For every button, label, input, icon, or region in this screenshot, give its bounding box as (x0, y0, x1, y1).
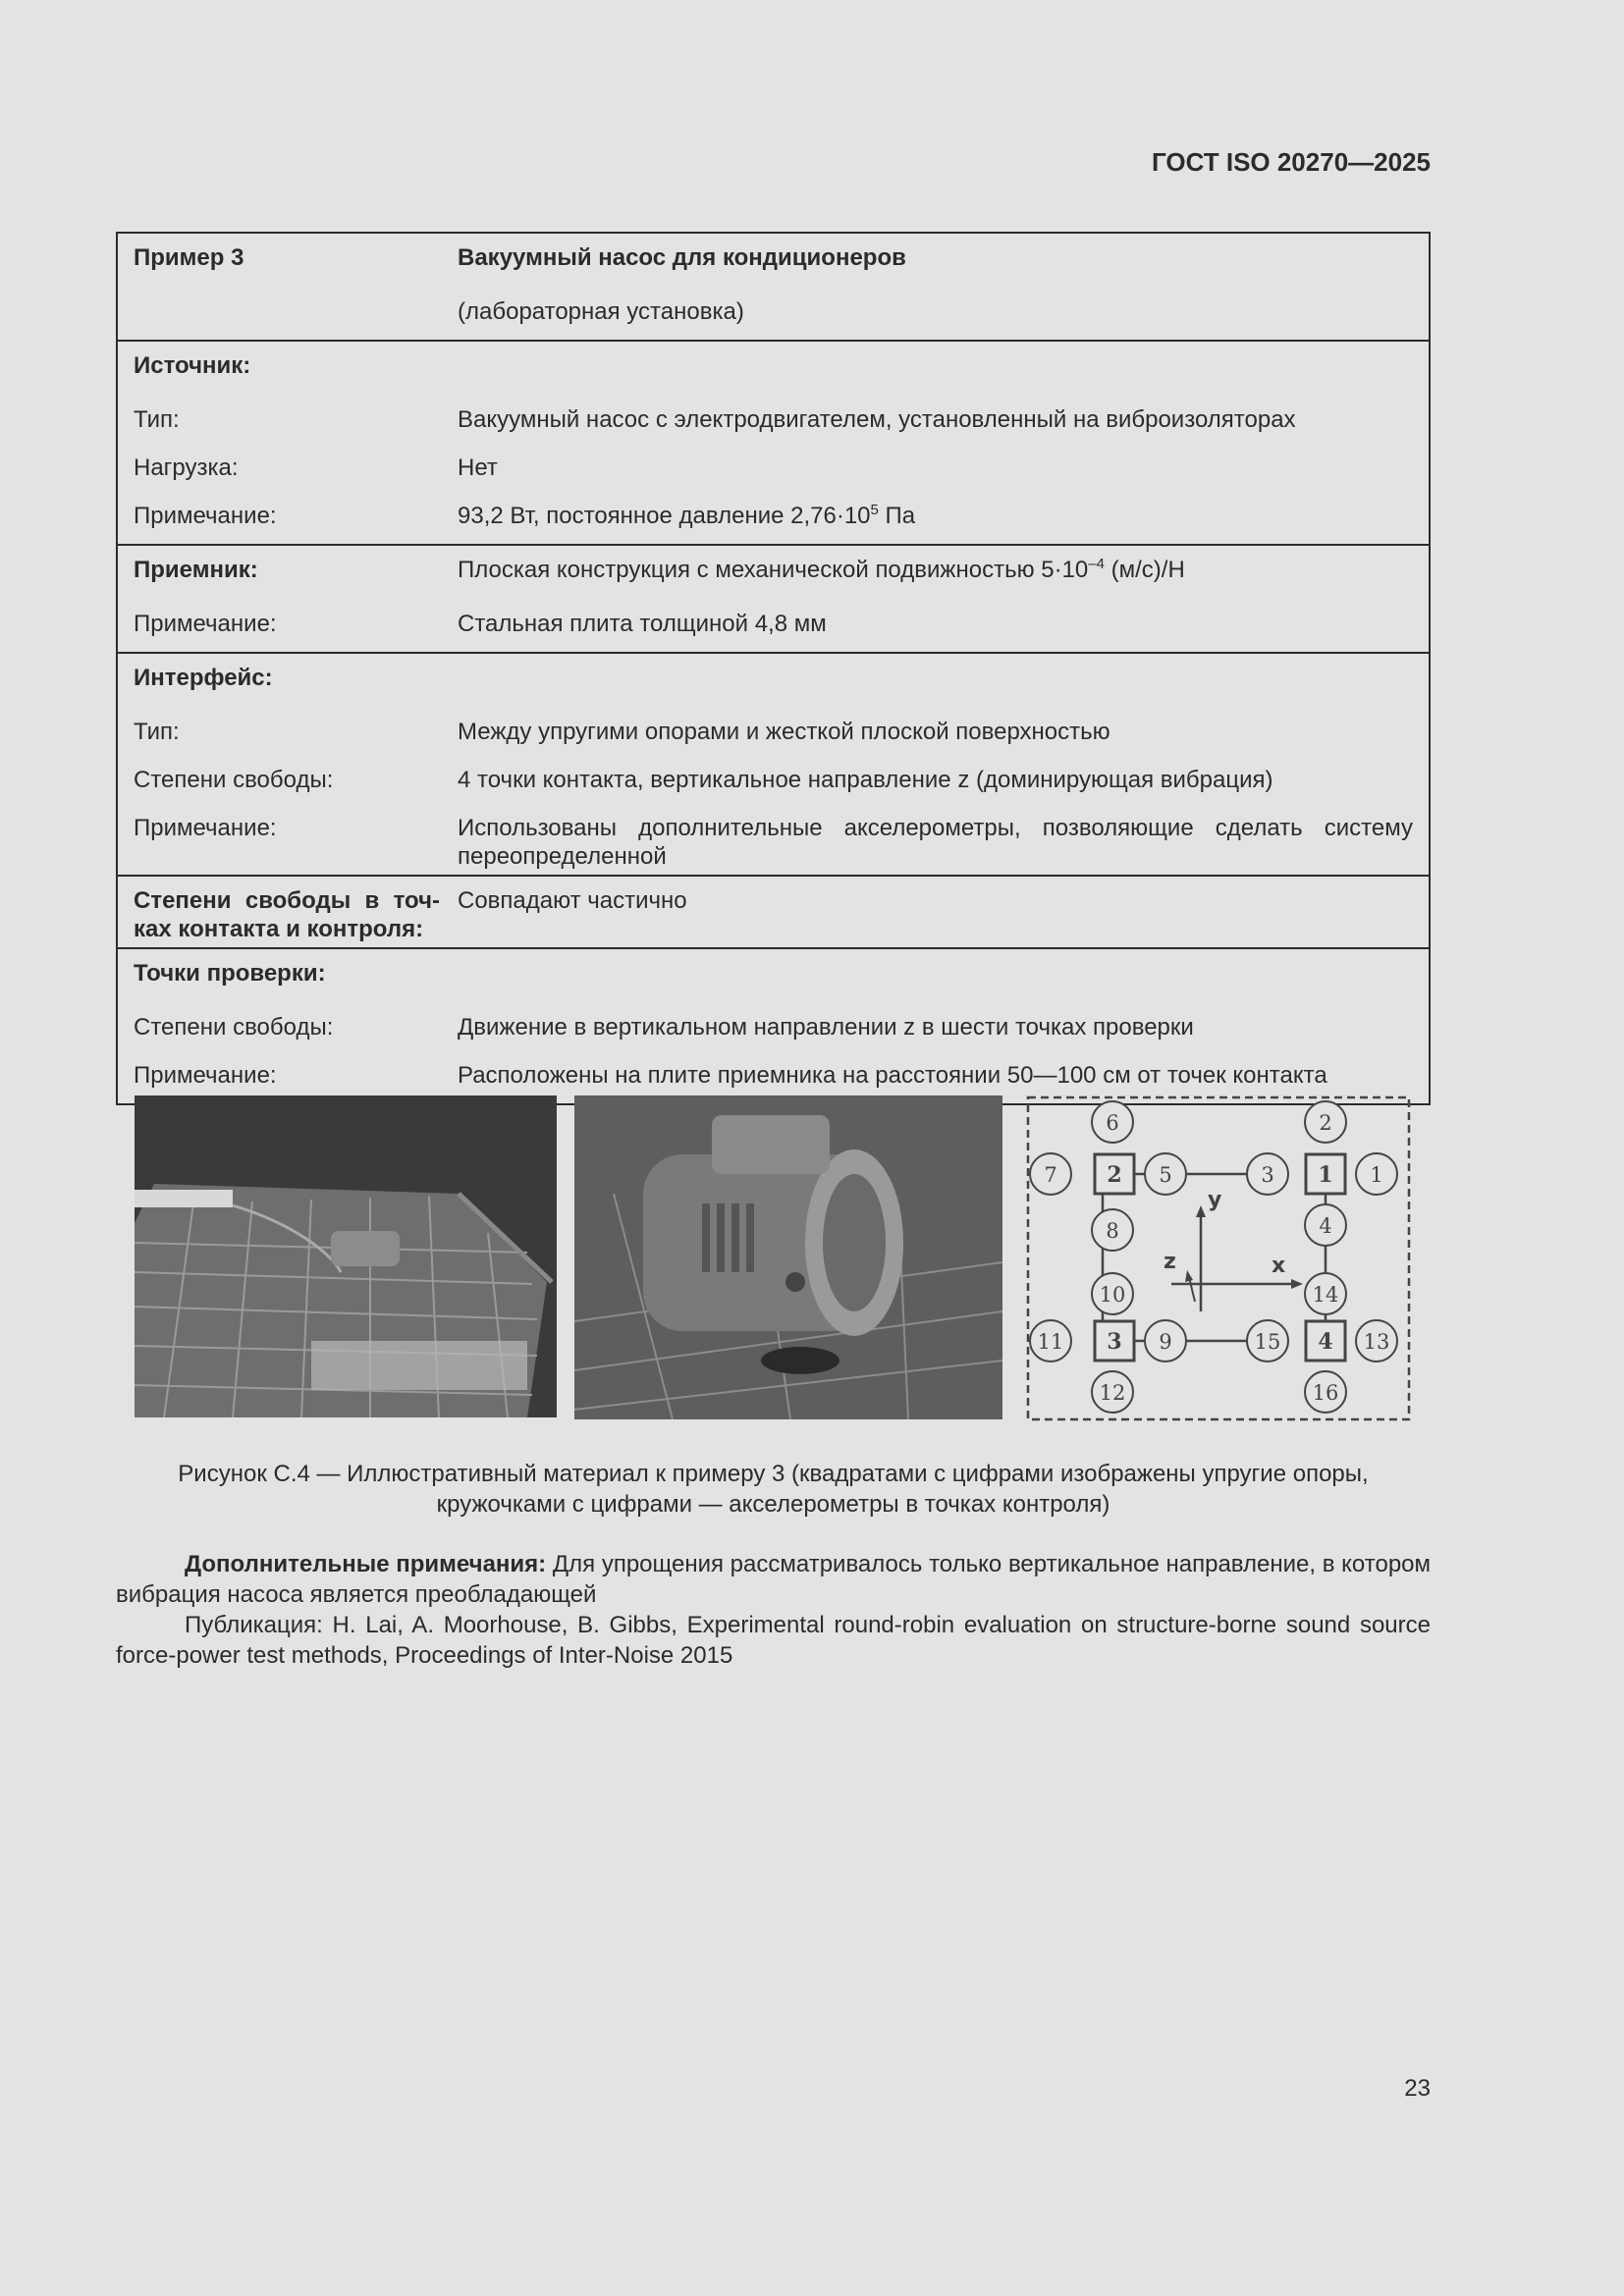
accelerometer-label: 7 (1044, 1163, 1057, 1187)
accelerometer-label: 5 (1159, 1163, 1172, 1187)
accelerometer-label: 14 (1312, 1283, 1339, 1307)
notes-label: Дополнительные примечания: (185, 1551, 547, 1577)
accelerometer-label: 10 (1099, 1283, 1126, 1307)
interface-section (118, 652, 1429, 875)
receiver-heading: Приемник: (134, 557, 258, 583)
test-points-note-label: Примечание: (134, 1062, 277, 1089)
source-heading: Источник: (134, 352, 251, 379)
figure-caption: Рисунок С.4 — Иллюстративный материал к примеру 3 (квадратами с цифрами изображены упругие опоры, кружочками с цифрами — акселерометры в точках контроля) (178, 1461, 1369, 1518)
interface-note-label: Примечание: (134, 815, 277, 841)
test-points-section (118, 947, 1429, 1103)
accelerometer-label: 9 (1159, 1330, 1172, 1354)
example-section (118, 234, 1429, 340)
accelerometer-label: 4 (1319, 1214, 1332, 1238)
dof-section (118, 875, 1429, 947)
accelerometer-label: 12 (1099, 1381, 1126, 1405)
accelerometer-label: 16 (1312, 1381, 1339, 1405)
test-points-dof-value: Движение в вертикальном направлении z в шести точках проверки (458, 1014, 1194, 1041)
interface-note-value: Использованы дополнительные акселерометры, позволяющие сделать систему переопределенной (458, 815, 1413, 870)
notes-paragraph (116, 1549, 1431, 1610)
test-points-heading: Точки проверки: (134, 960, 326, 987)
document-header: ГОСТ ISO 20270—2025 (1151, 147, 1431, 177)
notes-text: Для упрощения рассматривалось только вертикальное направление, в котором вибрация насоса является преобладающей (116, 1551, 1432, 1608)
interface-dof-label: Степени свободы: (134, 767, 334, 793)
accelerometer-label: 1 (1370, 1163, 1383, 1187)
source-load-label: Нагрузка: (134, 454, 239, 481)
figure-row (134, 1095, 1410, 1421)
support-label: 1 (1318, 1162, 1333, 1188)
support-label: 3 (1107, 1329, 1122, 1355)
example-table (116, 232, 1431, 1105)
source-note-value: 93,2 Вт, постоянное давление $2,76\cdot 10^5$ Па (458, 502, 916, 529)
test-points-note-value: Расположены на плите приемника на расстоянии 50—100 см от точек контакта (458, 1062, 1327, 1089)
source-load-value: Нет (458, 454, 498, 481)
source-type-label: Тип: (134, 406, 180, 433)
axis-x-label: x (1272, 1254, 1286, 1278)
setup-photo (135, 1095, 557, 1417)
dof-value: Совпадают частично (458, 887, 687, 914)
interface-dof-value: 4 точки контакта, вертикальное направление z (доминирующая вибрация) (458, 767, 1273, 793)
axis-y-label: y (1208, 1188, 1222, 1212)
receiver-value: Плоская конструкция с механической подвижностью $5\cdot 10^{-4}$ (м/с)/Н (458, 556, 1185, 583)
accelerometer-label: 3 (1261, 1163, 1274, 1187)
accelerometer-layout-diagram (1026, 1095, 1411, 1421)
pump-photo (574, 1095, 1002, 1419)
example-label: Пример 3 (134, 244, 244, 271)
source-type-value: Вакуумный насос с электродвигателем, установленный на виброизоляторах (458, 406, 1296, 433)
accelerometer-label: 6 (1106, 1111, 1119, 1135)
accelerometer-label: 2 (1319, 1111, 1332, 1135)
additional-notes (116, 1549, 1431, 1671)
example-title: Вакуумный насос для кондиционеров (458, 244, 906, 271)
receiver-section (118, 544, 1429, 652)
accelerometer-label: 13 (1363, 1330, 1390, 1354)
example-subtitle: (лабораторная установка) (458, 298, 744, 325)
axis-z-label: z (1164, 1250, 1176, 1274)
receiver-note-value: Стальная плита толщиной 4,8 мм (458, 611, 827, 637)
accelerometer-label: 15 (1254, 1330, 1281, 1354)
interface-heading: Интерфейс: (134, 665, 273, 691)
interface-type-label: Тип: (134, 719, 180, 745)
accelerometer-label: 8 (1106, 1219, 1119, 1243)
receiver-note-label: Примечание: (134, 611, 277, 637)
source-note-label: Примечание: (134, 503, 277, 529)
publication-paragraph: Публикация: H. Lai, A. Moorhouse, B. Gibbs, Experimental round-robin evaluation on structure-borne sound source force-power test methods, Proceedings of Inter-Noise 2015 (116, 1612, 1431, 1669)
accelerometer-label: 11 (1037, 1330, 1064, 1354)
dof-heading: Степени свободы в точках контакта и контроля: (134, 887, 440, 942)
interface-type-value: Между упругими опорами и жесткой плоской поверхностью (458, 719, 1110, 745)
test-points-dof-label: Степени свободы: (134, 1014, 334, 1041)
page-number: 23 (1404, 2075, 1431, 2102)
support-label: 2 (1107, 1162, 1122, 1188)
source-section (118, 340, 1429, 544)
support-label: 4 (1318, 1329, 1333, 1355)
